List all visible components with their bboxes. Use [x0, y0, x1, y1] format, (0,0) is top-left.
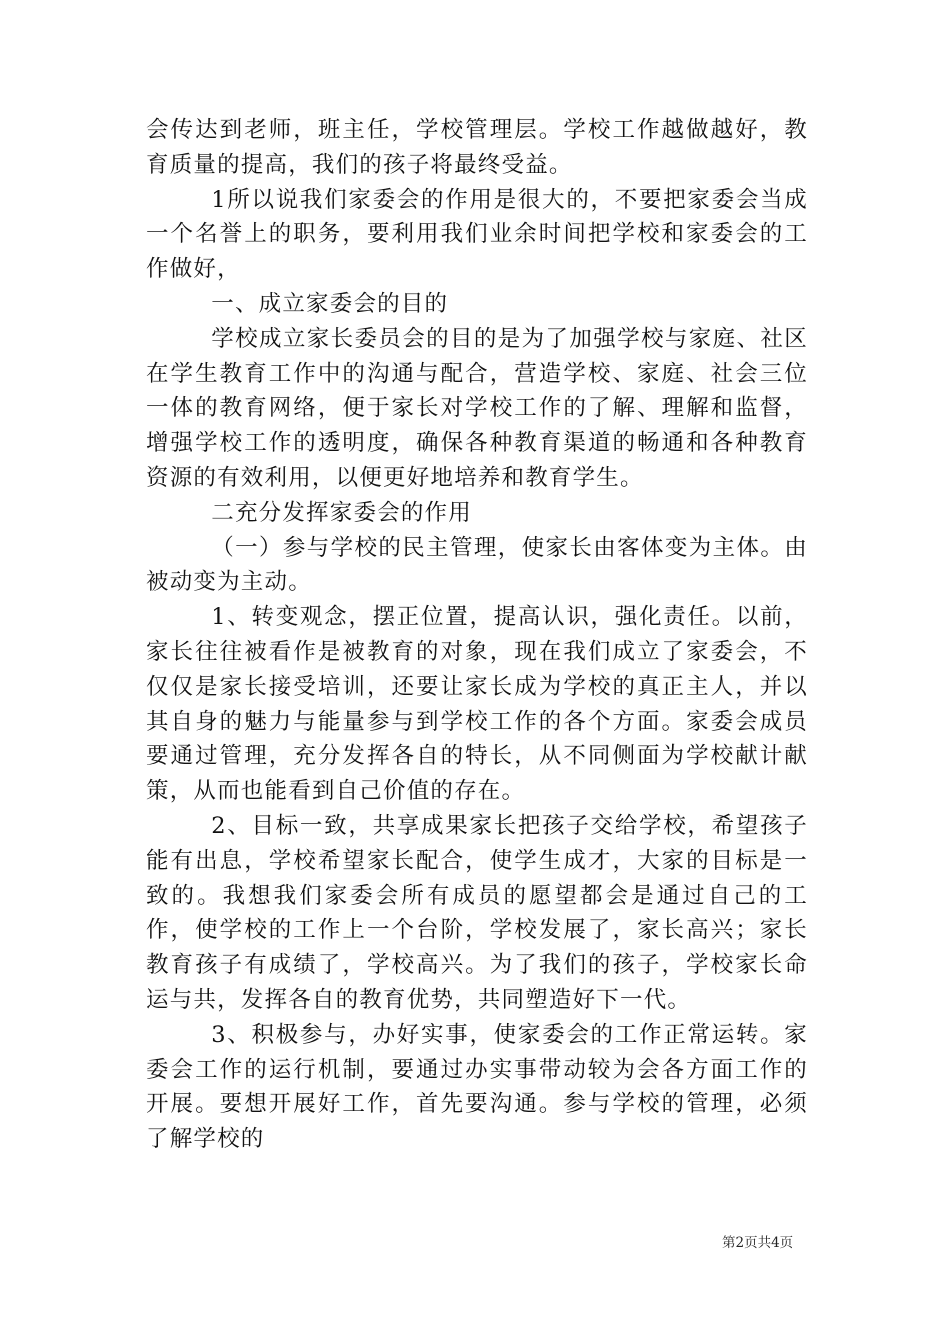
- paragraph-item-1: 1、转变观念，摆正位置，提高认识，强化责任。以前，家长往往被看作是被教育的对象，现在我们成立了家委会，不仅仅是家长接受培训，还要让家长成为学校的真正主人，并以其自身的魅力与能量参与到学校工作的各个方面。家委会成员要通过管理，充分发挥各自的特长，从不同侧面为学校献计献策，从而也能看到自己价值的存在。: [146, 604, 808, 805]
- paragraph-item-2: 2、目标一致，共享成果家长把孩子交给学校，希望孩子能有出息，学校希望家长配合，使学生成才，大家的目标是一致的。我想我们家委会所有成员的愿望都会是通过自己的工作，使学校的工作上一个台阶，学校发展了，家长高兴；家长教育孩子有成绩了，学校高兴。为了我们的孩子，学校家长命运与共，发挥各自的教育优势，共同塑造好下一代。: [146, 812, 808, 1013]
- paragraph-continuation: 会传达到老师，班主任，学校管理层。学校工作越做越好，教育质量的提高，我们的孩子将最终受益。: [146, 117, 808, 178]
- document-body: [146, 113, 808, 1157]
- paragraph-item-3: 3、积极参与，办好实事，使家委会的工作正常运转。家委会工作的运行机制，要通过办实事带动较为会各方面工作的开展。要想开展好工作，首先要沟通。参与学校的管理，必须了解学校的: [146, 1021, 808, 1153]
- paragraph-democratic-management: （一）参与学校的民主管理，使家长由客体变为主体。由被动变为主动。: [146, 534, 808, 596]
- page-number-footer: 第2页共4页: [722, 1235, 794, 1251]
- section-heading-function: 二充分发挥家委会的作用: [211, 499, 472, 526]
- paragraph-purpose: 学校成立家长委员会的目的是为了加强学校与家庭、社区在学生教育工作中的沟通与配合，营造学校、家庭、社会三位一体的教育网络，便于家长对学校工作的了解、理解和监督，增强学校工作的透明度，确保各种教育渠道的畅通和各种教育资源的有效利用，以便更好地培养和教育学生。: [146, 325, 808, 491]
- section-heading-purpose: 一、成立家委会的目的: [211, 290, 449, 317]
- paragraph-role-of-committee: 1所以说我们家委会的作用是很大的，不要把家委会当成一个名誉上的职务，要利用我们业余时间把学校和家委会的工作做好，: [146, 186, 808, 283]
